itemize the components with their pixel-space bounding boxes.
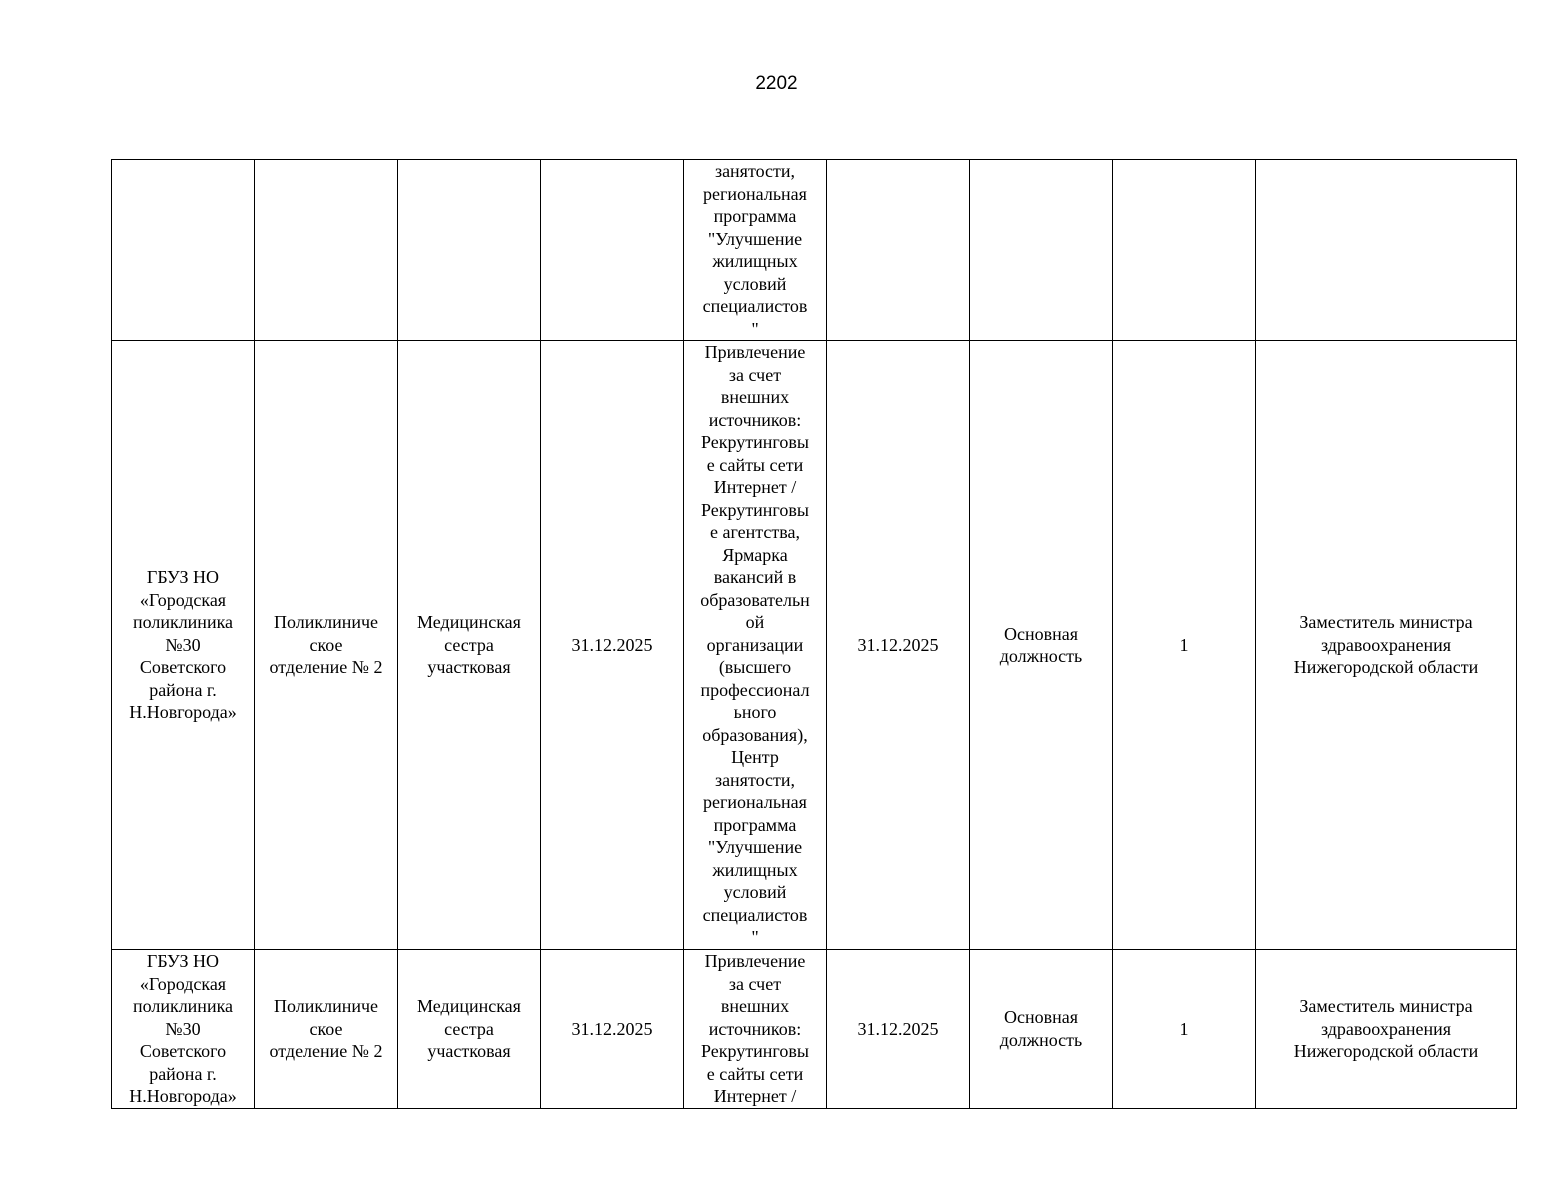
cell-text-line: внешних [720,387,790,408]
responsible-cell [1256,160,1517,341]
cell-text-line: здравоохранения [1320,1018,1452,1039]
table-row [112,160,1517,341]
cell-text-line: Рекрутинговы [701,432,809,453]
cell-text-line: Рекрутинговы [701,499,809,520]
cell-text-line: поликлиника [132,996,234,1016]
cell-text-line: внешних [720,996,790,1016]
organization-cell [112,160,255,341]
cell-text-line: е сайты сети [706,454,804,475]
cell-text-line: Поликлиниче [273,996,379,1016]
cell-text-line: участковая [427,1041,511,1061]
cell-text-line: сестра [444,1018,494,1039]
department-cell [255,341,398,950]
cell-text-line: Советского [139,1041,227,1061]
cell-text-line: ГБУЗ НО [146,567,220,588]
cell-text-line: здравоохранения [1320,634,1452,655]
position-cell [398,160,541,341]
cell-text-line: Привлечение [704,342,806,363]
cell-text-line: условий [723,882,787,903]
cell-text-line: поликлиника [132,612,234,633]
deadline-cell: 31.12.2025 [827,950,970,1109]
cell-text-line: Медицинская [417,996,521,1016]
count-cell: 1 [1113,950,1256,1109]
cell-text-line: за счет [728,364,782,385]
organization-cell [112,341,255,950]
table-row [112,341,1517,950]
cell-text-line: ой [745,612,765,633]
cell-text-line: отделение № 2 [269,657,383,678]
cell-text-line: программа [713,814,797,835]
cell-text-line: специалистов [702,296,808,316]
department-cell [255,950,398,1109]
date-cell: 31.12.2025 [541,950,684,1109]
cell-text-line: специалистов [702,904,808,925]
cell-text-line: Нижегородской области [1293,657,1479,678]
cell-text-line: должность [999,1029,1083,1050]
count-cell: 1 [1113,341,1256,950]
cell-text-line: №30 [165,634,201,655]
table-row [112,950,1517,1109]
responsible-cell [1256,950,1517,1109]
position-type-cell [970,160,1113,341]
cell-text-line: жилищных [712,859,798,880]
cell-text-line: Ярмарка [722,544,788,565]
date-cell: 31.12.2025 [541,341,684,950]
cell-text-line: ское [309,634,343,655]
date-cell [541,160,684,341]
cell-text-line: «Городская [139,589,227,610]
cell-text-line: ГБУЗ НО [146,951,220,971]
recruitment-table [111,159,1517,1109]
cell-text-line: района г. [149,1063,217,1084]
cell-text-line: Заместитель министра [1299,612,1473,633]
sources-cell [684,341,827,950]
cell-text-line: "Улучшение [707,228,803,249]
cell-text-line: Основная [1003,623,1079,644]
department-cell [255,160,398,341]
cell-text-line: " [751,927,759,948]
cell-text-line: за счет [728,973,782,994]
cell-text-line: участковая [427,657,511,678]
cell-text-line: Интернет / [713,1086,797,1106]
cell-text-line: "Улучшение [707,837,803,858]
cell-text-line: ское [309,1018,343,1039]
cell-text-line: №30 [165,1018,201,1039]
cell-text-line: е сайты сети [706,1063,804,1084]
deadline-cell: 31.12.2025 [827,341,970,950]
cell-text-line: (высшего [718,657,792,678]
cell-text-line: Интернет / [713,477,797,498]
cell-text-line: организации [706,634,804,655]
sources-cell [684,160,827,341]
cell-text-line: Нижегородской области [1293,1041,1479,1061]
cell-text-line: Центр [731,747,779,768]
cell-text-line: должность [999,646,1083,666]
cell-text-line: " [751,318,759,339]
cell-text-line: Заместитель министра [1299,996,1473,1016]
cell-text-line: региональная [703,183,807,204]
responsible-cell [1256,341,1517,950]
cell-text-line: Медицинская [417,612,521,633]
cell-text-line: е агентства, [710,522,800,543]
cell-text-line: образования), [702,724,808,745]
cell-text-line: занятости, [714,769,796,790]
cell-text-line: жилищных [712,251,798,271]
deadline-cell [827,160,970,341]
cell-text-line: условий [723,273,787,294]
position-cell [398,950,541,1109]
cell-text-line: занятости, [714,161,796,181]
cell-text-line: вакансий в [713,567,797,588]
cell-text-line: Поликлиниче [273,612,379,633]
cell-text-line: образовательн [700,589,810,610]
organization-cell [112,950,255,1109]
cell-text-line: Привлечение [704,951,806,971]
cell-text-line: региональная [703,792,807,813]
cell-text-line: Н.Новгорода» [129,702,237,723]
position-type-cell [970,341,1113,950]
cell-text-line: программа [713,206,797,226]
sources-cell [684,950,827,1109]
cell-text-line: профессионал [700,679,810,700]
cell-text-line: Основная [1003,1007,1079,1028]
count-cell [1113,160,1256,341]
position-type-cell [970,950,1113,1109]
cell-text-line: источников: [708,1018,802,1039]
cell-text-line: сестра [444,634,494,655]
cell-text-line: источников: [708,409,802,430]
cell-text-line: Н.Новгорода» [129,1086,237,1106]
cell-text-line: Рекрутинговы [701,1041,809,1061]
cell-text-line: ьного [733,702,777,723]
position-cell [398,341,541,950]
page-number: 2202 [755,73,798,94]
cell-text-line: «Городская [139,973,227,994]
cell-text-line: района г. [149,679,217,700]
cell-text-line: Советского [139,657,227,678]
cell-text-line: отделение № 2 [269,1041,383,1061]
